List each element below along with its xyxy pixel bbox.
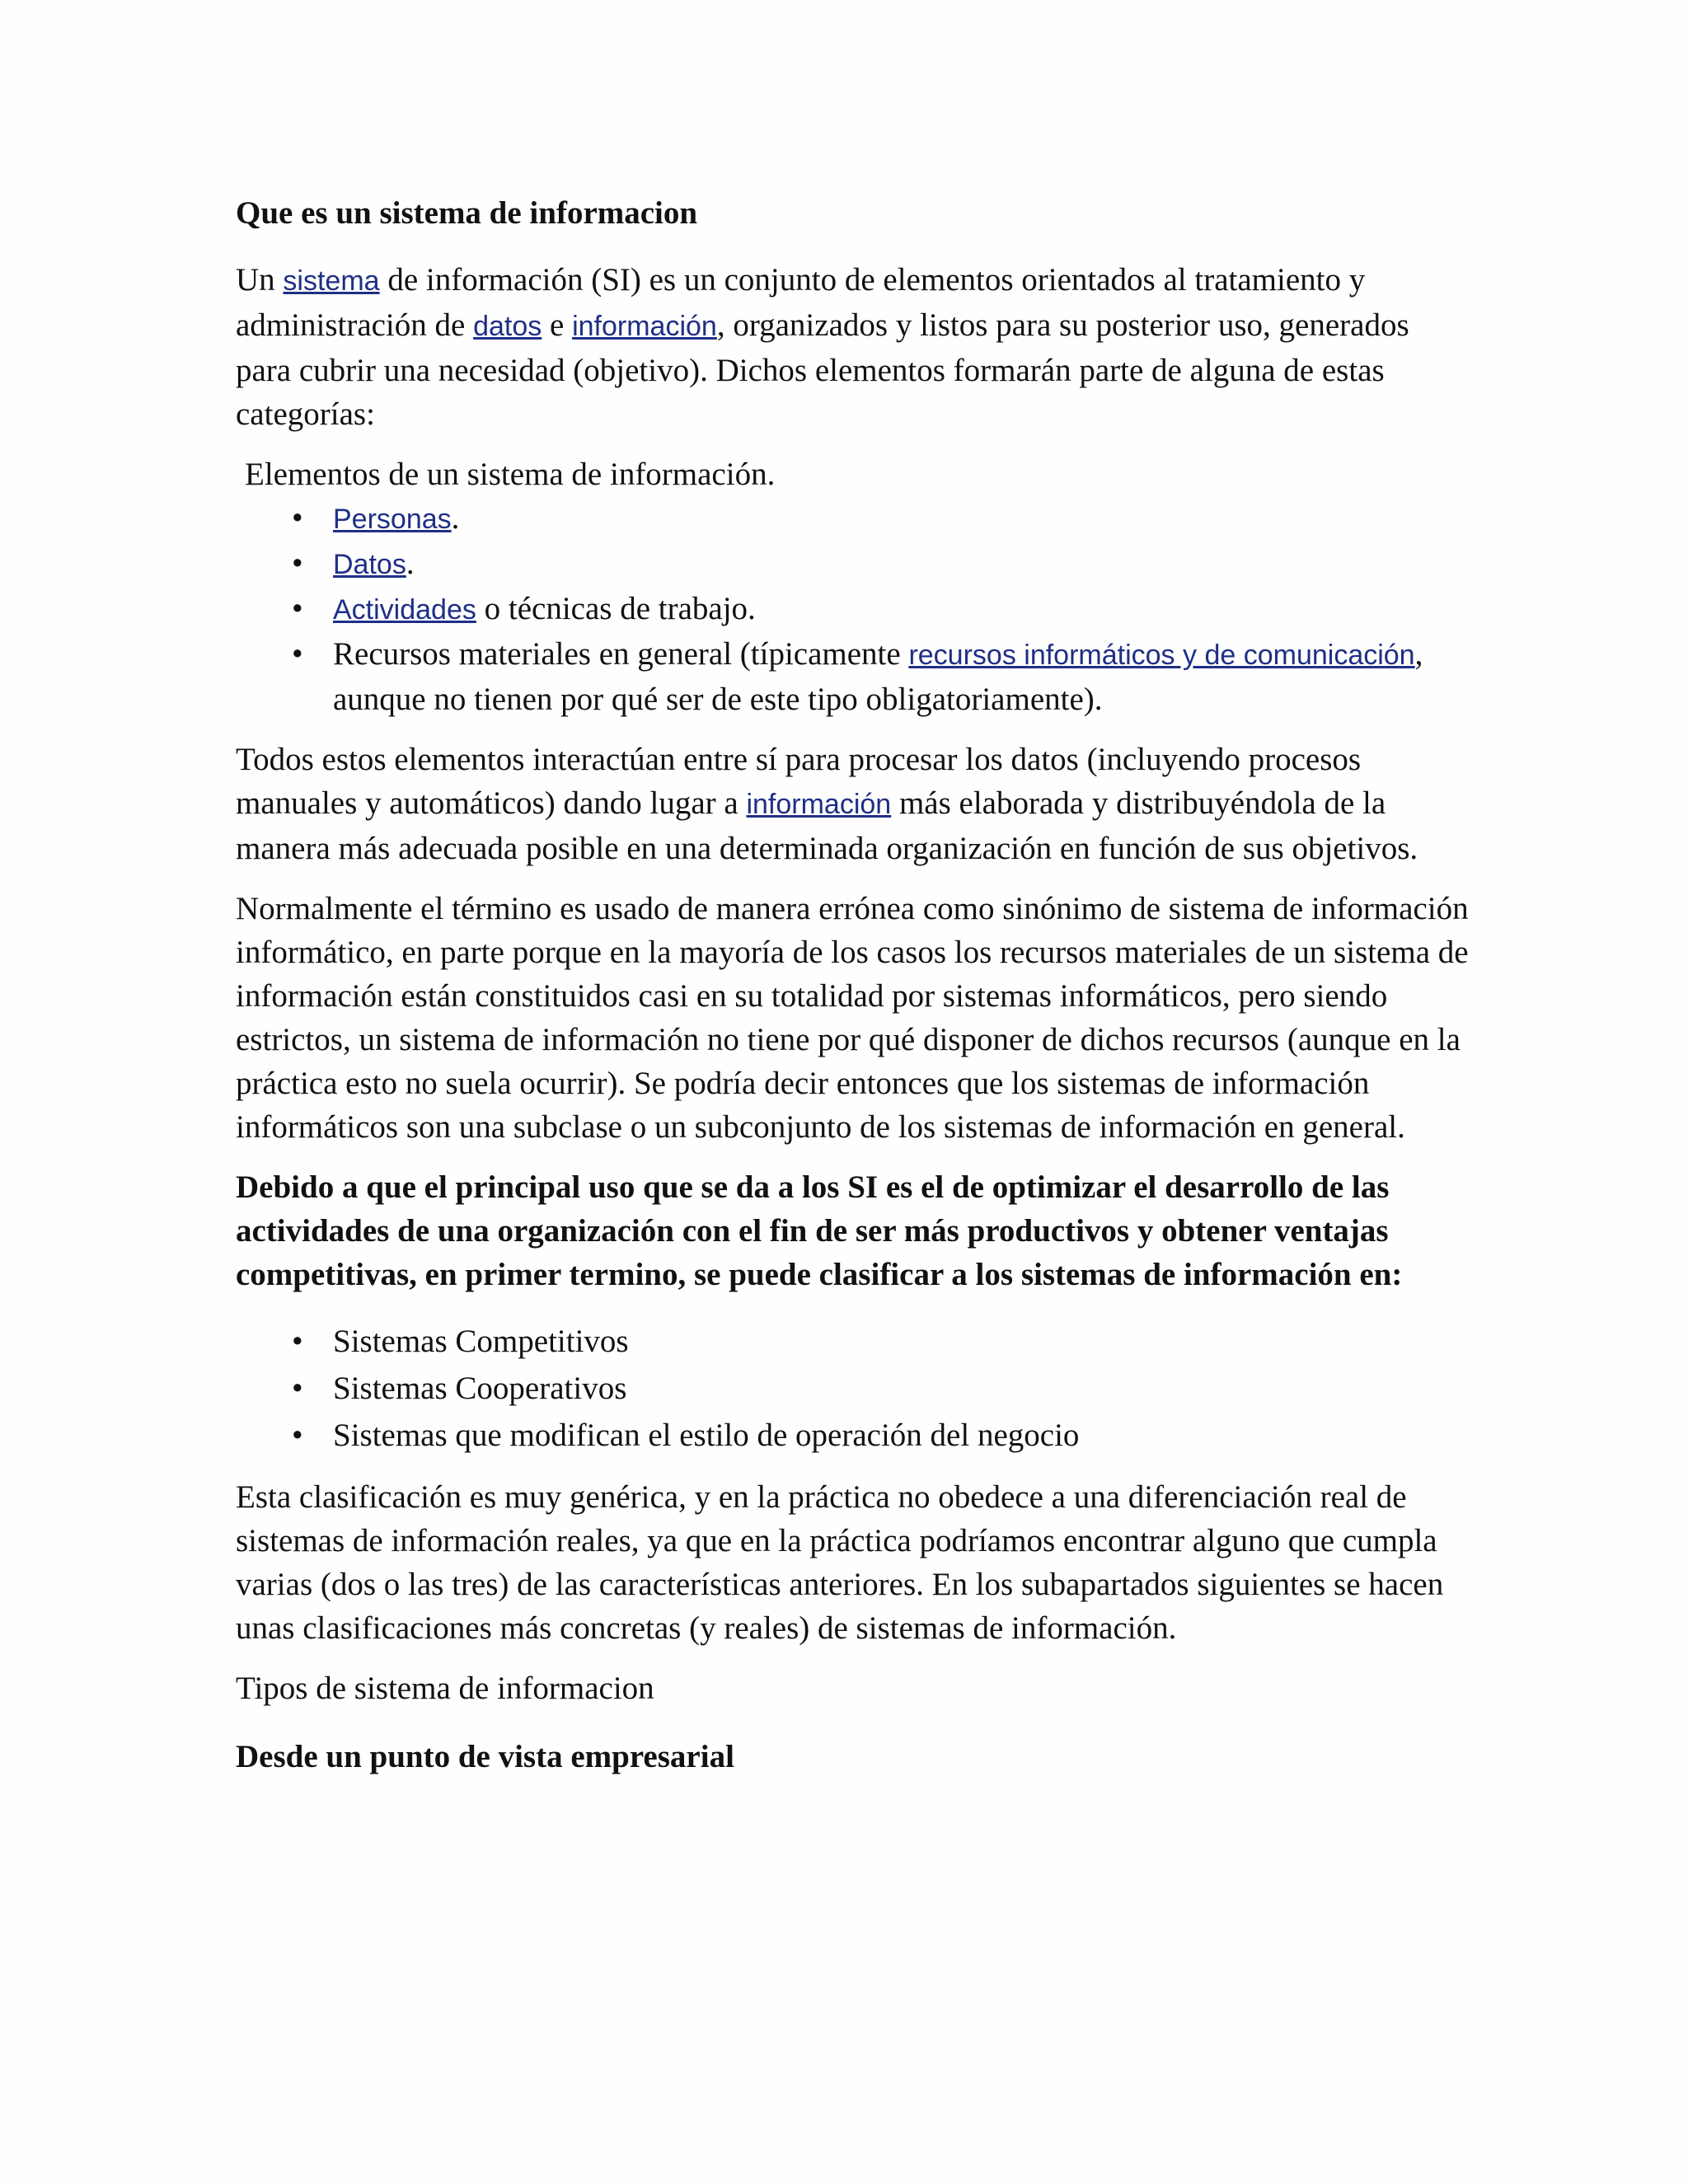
list-item: • Sistemas Competitivos [236, 1318, 1472, 1365]
link-actividades[interactable]: Actividades [333, 594, 476, 626]
list-item: • Datos. [236, 541, 1472, 587]
link-personas[interactable]: Personas [333, 504, 452, 535]
elements-list [236, 496, 1472, 721]
list-item: • Recursos materiales en general (típicamente recursos informáticos y de comunicación, aunque no tienen por qué ser de este tipo obligatoriamente). [236, 632, 1472, 721]
bullet-icon: • [292, 1324, 303, 1359]
page-title: Que es un sistema de informacion [236, 195, 698, 231]
list-item: • Sistemas Cooperativos [236, 1365, 1472, 1412]
bullet-icon: • [292, 1418, 303, 1453]
normally-paragraph: Normalmente el término es usado de manera errónea como sinónimo de sistema de información informático, en parte porque en la mayoría de los casos los recursos materiales de un sistema de información están constituidos casi en su totalidad por sistemas informáticos, pero siendo estrictos, un sistema de información no tiene por qué disponer de dichos recursos (aunque en la práctica esto no suela ocurrir). Se podría decir entonces que los sistemas de información informáticos son una subclase o un subconjunto de los sistemas de información en general. [236, 891, 1469, 1145]
bullet-icon: • [292, 1371, 303, 1406]
link-datos[interactable]: datos [473, 311, 542, 342]
link-informacion-2[interactable]: información [746, 789, 892, 820]
link-datos-item[interactable]: Datos [333, 549, 406, 580]
section-subheading: Desde un punto de vista empresarial [236, 1739, 734, 1774]
intro-paragraph: Un sistema de información (SI) es un conjunto de elementos orientados al tratamiento y administración de datos e información, organizados y listos para su posterior uso, generados para cubrir una necesidad (objetivo). Dichos elementos formarán parte de alguna de estas categorías: [236, 262, 1409, 432]
bullet-icon: • [292, 546, 303, 581]
interaction-paragraph: Todos estos elementos interactúan entre sí para procesar los datos (incluyendo procesos manuales y automáticos) dando lugar a información más elaborada y distribuyéndola de la manera más adecuada posible en una determinada organización en función de sus objetivos. [236, 742, 1418, 866]
elements-title: Elementos de un sistema de información. [245, 457, 776, 492]
bullet-icon: • [292, 591, 303, 626]
bullet-icon: • [292, 636, 303, 672]
document-body [236, 191, 1472, 1779]
systems-list [236, 1318, 1472, 1459]
link-sistema[interactable]: sistema [283, 265, 380, 297]
list-item: • Actividades o técnicas de trabajo. [236, 587, 1472, 632]
classification-paragraph: Esta clasificación es muy genérica, y en la práctica no obedece a una diferenciación real de sistemas de información reales, ya que en la práctica podríamos encontrar alguno que cumpla varias (dos o las tres) de las características anteriores. En los subapartados siguientes se hacen unas clasificaciones más concretas (y reales) de sistemas de información. [236, 1479, 1444, 1646]
link-recursos[interactable]: recursos informáticos y de comunicación [908, 640, 1415, 671]
classification-intro: Debido a que el principal uso que se da a los SI es el de optimizar el desarrollo de las actividades de una organización con el fin de ser más productivos y obtener ventajas competitivas, en primer termino, se puede clasificar a los sistemas de información en: [236, 1169, 1403, 1292]
list-item: • Personas. [236, 496, 1472, 541]
link-informacion[interactable]: información [572, 311, 717, 342]
list-item: • Sistemas que modifican el estilo de operación del negocio [236, 1412, 1472, 1459]
bullet-icon: • [292, 500, 303, 536]
types-line: Tipos de sistema de informacion [236, 1671, 654, 1706]
